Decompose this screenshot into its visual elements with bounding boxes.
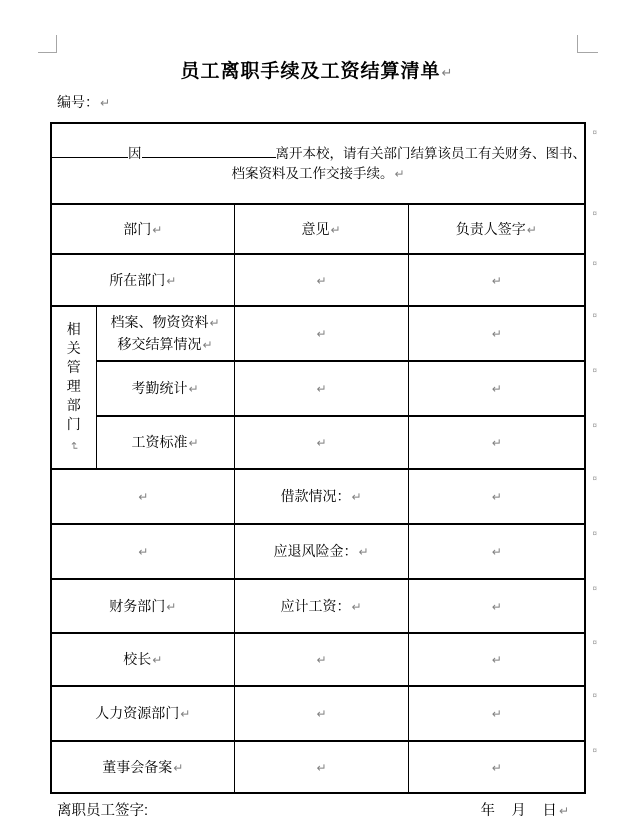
table-row-gongzi-biaozhun bbox=[51, 416, 585, 469]
pilcrow-mark: ↵ bbox=[491, 273, 502, 288]
label-yingji-gongzi-text: 应计工资： bbox=[280, 597, 351, 614]
pilcrow-mark: ↵ bbox=[491, 707, 502, 721]
table-row-xiaozhang bbox=[51, 633, 585, 686]
end-of-row-marker: ¤ bbox=[592, 311, 597, 320]
pilcrow-mark: ↵ bbox=[316, 436, 327, 450]
label-dongshihui-text: 董事会备案 bbox=[102, 758, 173, 775]
pilcrow-mark: ↵ bbox=[491, 436, 502, 450]
pilcrow-mark: ↵ bbox=[138, 490, 149, 504]
label-caiwu-text: 财务部门 bbox=[109, 597, 166, 614]
opinion-cell-renli[interactable] bbox=[234, 686, 408, 741]
pilcrow-mark: ↵ bbox=[166, 273, 177, 288]
label-cell-dangan bbox=[96, 306, 234, 361]
number-label-text: 编号： bbox=[57, 94, 99, 110]
pilcrow-mark: ↵ bbox=[351, 490, 362, 504]
intro-cell[interactable] bbox=[51, 123, 597, 204]
label-cell-kaoqin bbox=[96, 361, 234, 416]
pilcrow-mark: ↵ bbox=[316, 760, 327, 775]
label-gongzi-biaozhun-text: 工资标准 bbox=[131, 434, 188, 450]
table-row-dongshihui bbox=[51, 741, 585, 793]
pilcrow-mark: ↵ bbox=[316, 382, 327, 396]
intro-line2-text: 档案资料及工作交接手续。 bbox=[231, 166, 394, 181]
pilcrow-mark: ↵ bbox=[441, 65, 454, 80]
label-cell-gongzi-biaozhun bbox=[96, 416, 234, 469]
label-cell-fengxianjin[interactable] bbox=[234, 524, 408, 579]
dept-cell-fengxianjin[interactable] bbox=[51, 524, 234, 579]
date-label-text: 年 月 日 bbox=[480, 803, 558, 819]
header-cell-dept bbox=[51, 204, 234, 254]
label-cell-renli bbox=[51, 686, 234, 741]
label-cell-jiekuan[interactable] bbox=[234, 469, 408, 524]
pilcrow-mark: ↵ bbox=[358, 545, 369, 559]
end-of-row-marker: ¤ bbox=[592, 259, 597, 268]
page-title bbox=[0, 56, 634, 83]
page-title-text: 员工离职手续及工资结算清单 bbox=[180, 61, 441, 82]
pilcrow-mark: ↵ bbox=[209, 315, 220, 330]
label-suozai-text: 所在部门 bbox=[109, 271, 166, 288]
opinion-cell-gongzi-biaozhun[interactable] bbox=[234, 416, 408, 469]
label-jiekuan-text: 借款情况： bbox=[280, 488, 351, 504]
label-cell-yingji-gongzi[interactable] bbox=[234, 579, 408, 633]
end-of-row-marker: ¤ bbox=[592, 366, 597, 375]
pilcrow-mark: ↵ bbox=[491, 653, 502, 667]
table-row-header bbox=[51, 204, 585, 254]
sign-cell-dongshihui[interactable] bbox=[408, 741, 597, 793]
label-renli-text: 人力资源部门 bbox=[95, 705, 180, 721]
opinion-cell-dongshihui[interactable] bbox=[234, 741, 408, 793]
sign-cell-caiwu[interactable] bbox=[408, 579, 597, 633]
table-row-dangan bbox=[51, 306, 585, 361]
pilcrow-mark: ↵ bbox=[491, 599, 502, 614]
header-cell-opinion bbox=[234, 204, 408, 254]
end-of-row-marker: ¤ bbox=[592, 209, 597, 218]
pilcrow-mark: ↵ bbox=[330, 222, 341, 237]
opinion-cell-dangan[interactable] bbox=[234, 306, 408, 361]
label-cell-xiaozhang bbox=[51, 633, 234, 686]
pilcrow-mark: ↵ bbox=[152, 222, 163, 237]
label-xiaozhang-text: 校长 bbox=[123, 651, 152, 667]
header-cell-sign bbox=[408, 204, 597, 254]
intro-line2 bbox=[52, 164, 584, 184]
pilcrow-mark: ↵ bbox=[394, 167, 405, 181]
sign-cell-gongzi-biaozhun[interactable] bbox=[408, 416, 597, 469]
pilcrow-mark: ↵ bbox=[491, 760, 502, 775]
pilcrow-mark: ↵ bbox=[316, 273, 327, 288]
name-blank-field[interactable] bbox=[52, 143, 128, 158]
table-row-jiekuan bbox=[51, 469, 585, 524]
sign-cell-suozai[interactable] bbox=[408, 254, 597, 306]
label-dangan-line1: 档案、物资资料 bbox=[110, 313, 209, 330]
pilcrow-mark: ↵ bbox=[316, 707, 327, 721]
pilcrow-mark: ↵ bbox=[491, 327, 502, 341]
group-cell-related-depts bbox=[51, 306, 96, 469]
header-sign-text: 负责人签字 bbox=[455, 220, 526, 237]
table-row-suozai bbox=[51, 254, 585, 306]
sign-cell-dangan[interactable] bbox=[408, 306, 597, 361]
end-of-row-marker: ¤ bbox=[592, 638, 597, 647]
table-row-renli bbox=[51, 686, 585, 741]
pilcrow-mark-rotated: ↵ bbox=[67, 440, 80, 451]
pilcrow-mark: ↵ bbox=[351, 599, 362, 614]
end-of-row-marker: ¤ bbox=[592, 128, 597, 137]
pilcrow-mark: ↵ bbox=[188, 382, 199, 396]
resignation-form-table bbox=[50, 122, 597, 794]
opinion-cell-suozai[interactable] bbox=[234, 254, 408, 306]
table-row-kaoqin bbox=[51, 361, 585, 416]
end-of-row-marker: ¤ bbox=[592, 746, 597, 755]
end-of-row-marker: ¤ bbox=[592, 474, 597, 483]
table-row-intro bbox=[51, 123, 585, 204]
pilcrow-mark: ↵ bbox=[491, 490, 502, 504]
date-label bbox=[480, 799, 570, 820]
intro-line1-text: 离开本校，请有关部门结算该员工有关财务、图书、 bbox=[275, 146, 586, 161]
intro-line1 bbox=[52, 143, 584, 164]
label-kaoqin-text: 考勤统计 bbox=[131, 380, 188, 396]
pilcrow-mark: ↵ bbox=[558, 804, 570, 818]
label-cell-caiwu bbox=[51, 579, 234, 633]
footer-line bbox=[57, 799, 570, 820]
pilcrow-mark: ↵ bbox=[491, 545, 502, 559]
header-dept-text: 部门 bbox=[123, 220, 152, 237]
pilcrow-mark: ↵ bbox=[152, 653, 163, 667]
reason-blank-field[interactable] bbox=[142, 143, 276, 158]
end-of-row-marker: ¤ bbox=[592, 584, 597, 593]
label-cell-suozai bbox=[51, 254, 234, 306]
pilcrow-mark: ↵ bbox=[188, 436, 199, 450]
pilcrow-mark: ↵ bbox=[526, 222, 537, 237]
intro-reason-word: 因 bbox=[128, 146, 142, 161]
opinion-cell-kaoqin[interactable] bbox=[234, 361, 408, 416]
sign-cell-fengxianjin[interactable] bbox=[408, 524, 597, 579]
end-of-row-marker: ¤ bbox=[592, 529, 597, 538]
end-of-row-marker: ¤ bbox=[592, 691, 597, 700]
pilcrow-mark: ↵ bbox=[202, 337, 213, 352]
dept-cell-jiekuan[interactable] bbox=[51, 469, 234, 524]
margin-crop-mark-top-right bbox=[577, 35, 598, 53]
pilcrow-mark: ↵ bbox=[138, 545, 149, 559]
pilcrow-mark: ↵ bbox=[491, 382, 502, 396]
document-number-label bbox=[57, 92, 110, 112]
table-row-caiwu bbox=[51, 579, 585, 633]
label-fengxianjin-text: 应退风险金： bbox=[273, 543, 358, 559]
pilcrow-mark: ↵ bbox=[180, 707, 191, 721]
group-label-text: 相关管理部门 bbox=[66, 320, 81, 432]
margin-crop-mark-top-left bbox=[38, 35, 57, 53]
table-row-fengxianjin bbox=[51, 524, 585, 579]
label-dangan-line2: 移交结算情况 bbox=[117, 335, 202, 352]
pilcrow-mark: ↵ bbox=[316, 653, 327, 667]
sign-cell-kaoqin[interactable] bbox=[408, 361, 597, 416]
pilcrow-mark: ↵ bbox=[100, 96, 111, 110]
sign-cell-xiaozhang[interactable] bbox=[408, 633, 597, 686]
end-of-row-marker: ¤ bbox=[592, 421, 597, 430]
label-cell-dongshihui bbox=[51, 741, 234, 793]
pilcrow-mark: ↵ bbox=[316, 327, 327, 341]
opinion-cell-xiaozhang[interactable] bbox=[234, 633, 408, 686]
header-opinion-text: 意见 bbox=[301, 220, 330, 237]
pilcrow-mark: ↵ bbox=[173, 760, 184, 775]
signature-label: 离职员工签字: bbox=[57, 803, 149, 819]
sign-cell-renli[interactable] bbox=[408, 686, 597, 741]
pilcrow-mark: ↵ bbox=[166, 599, 177, 614]
sign-cell-jiekuan[interactable] bbox=[408, 469, 597, 524]
